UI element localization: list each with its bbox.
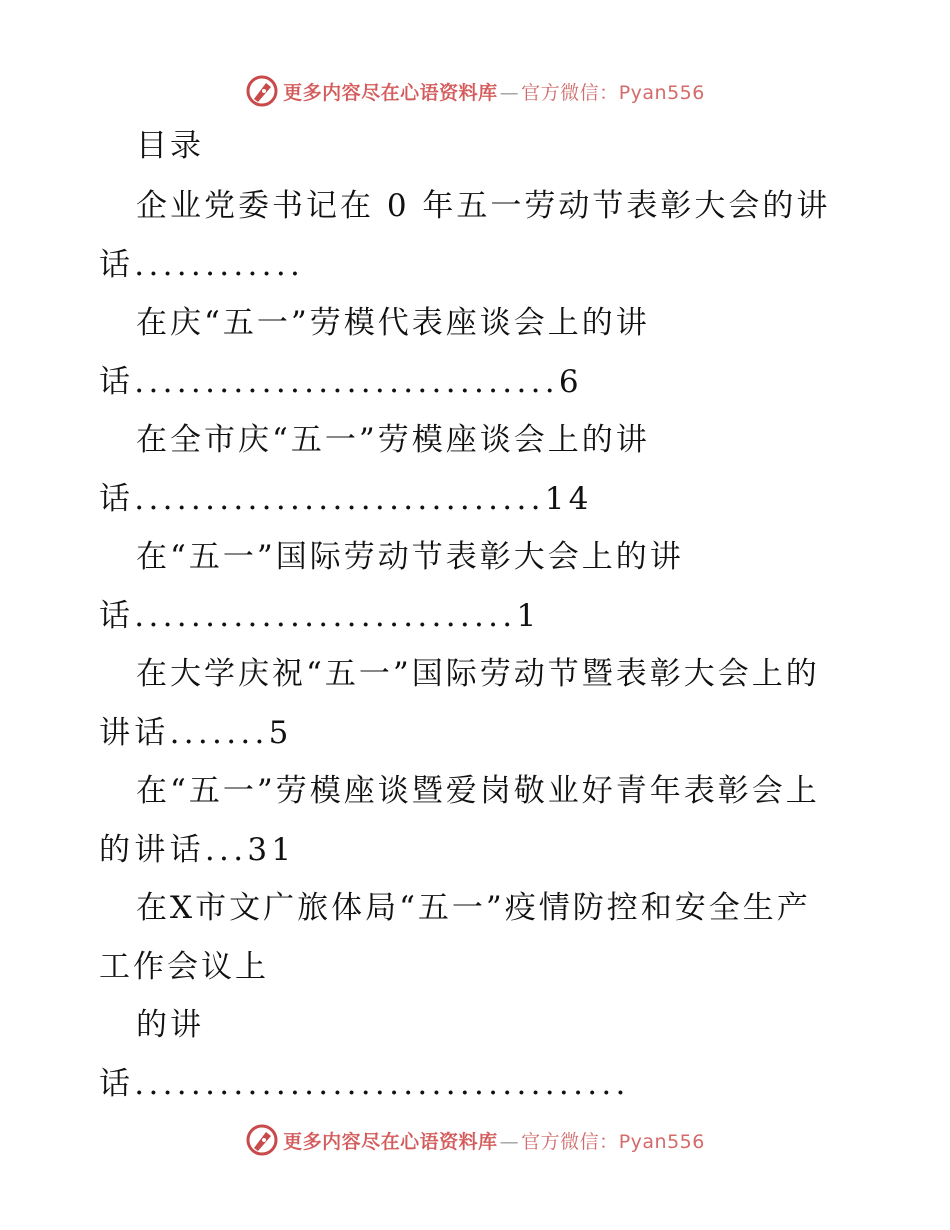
pen-nib-circle-icon [245, 74, 279, 108]
toc-entry-1-leader: 话............ [99, 247, 305, 283]
toc-entry-5-title: 在大学庆祝“五一”国际劳动节暨表彰大会上的 [136, 656, 820, 692]
watermark-text: 更多内容尽在心语资料库 — 官方微信：Pyan556 [283, 1130, 705, 1153]
toc-entry-6-title: 在“五一”劳模座谈暨爱岗敬业好青年表彰会上 [136, 773, 820, 809]
toc-entry-5-leader: 讲话.......5 [99, 715, 293, 751]
toc-entry-1-title: 企业党委书记在 0 年五一劳动节表彰大会的讲 [136, 188, 831, 224]
header-watermark [0, 71, 950, 111]
toc-entry-7-leader: 话................................... [99, 1066, 630, 1102]
toc-entry-4-leader: 话...........................1 [99, 598, 541, 634]
toc-entry-3-title: 在全市庆“五一”劳模座谈会上的讲 [136, 422, 650, 458]
toc-entry-3-leader: 话.............................14 [99, 481, 593, 517]
pen-nib-circle-icon [245, 1123, 279, 1157]
toc-entry-4-title: 在“五一”国际劳动节表彰大会上的讲 [136, 539, 684, 575]
toc-entry-7-title-cont2: 的讲 [136, 1007, 204, 1043]
watermark-text: 更多内容尽在心语资料库 — 官方微信：Pyan556 [283, 81, 705, 104]
toc-entry-2-title: 在庆“五一”劳模代表座谈会上的讲 [136, 305, 650, 341]
footer-watermark [0, 1120, 950, 1160]
toc-entry-2-leader: 话..............................6 [99, 364, 583, 400]
toc-entry-6-leader: 的讲话...31 [99, 832, 296, 868]
toc-entry-7-title-cont: 工作会议上 [99, 949, 269, 985]
toc-heading: 目录 [136, 128, 204, 164]
toc-entry-7-title: 在X市文广旅体局“五一”疫情防控和安全生产 [136, 890, 811, 926]
